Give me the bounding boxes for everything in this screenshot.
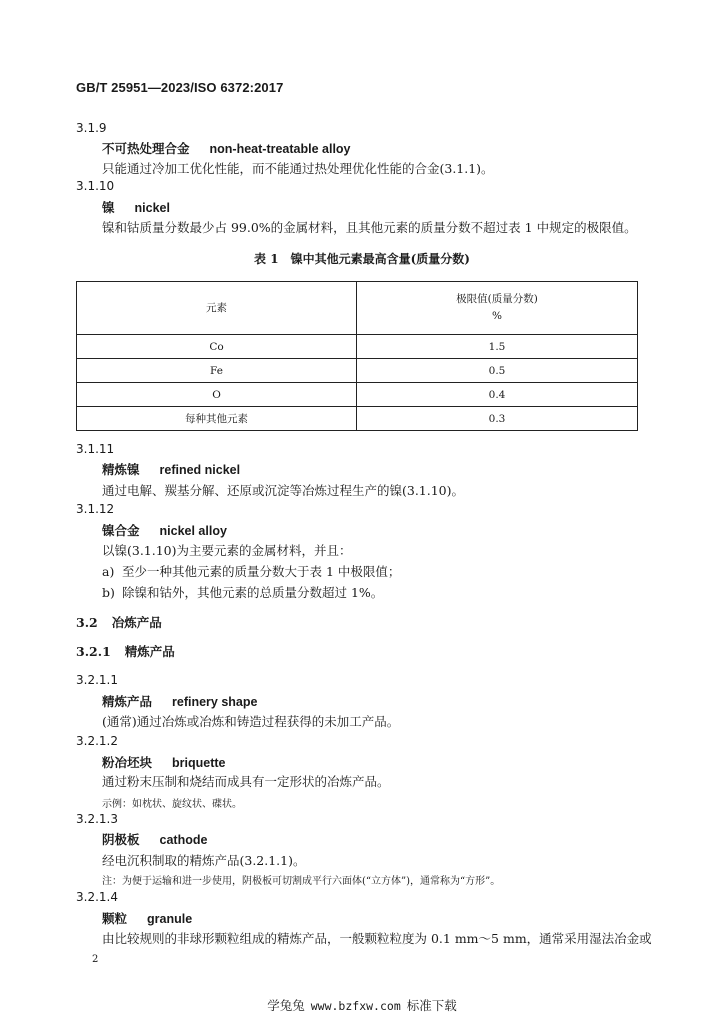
section-heading <box>76 613 162 631</box>
clause-number: 3.2.1.2 <box>76 734 118 748</box>
table-cell-limit: 0.3 <box>357 407 638 431</box>
term-en: granule <box>147 912 193 926</box>
table-cell-limit: 0.5 <box>357 359 638 383</box>
example-note: 示例：如枕状、旋纹状、碟状。 <box>102 799 242 810</box>
term-heading <box>102 139 351 157</box>
term-zh: 镍 <box>102 200 115 215</box>
clause-number: 3.1.12 <box>76 502 115 516</box>
term-heading <box>102 692 257 710</box>
table-cell-element: 每种其他元素 <box>77 407 357 431</box>
term-definition: 以镍(3.1.10)为主要元素的金属材料，并且： <box>102 543 352 558</box>
term-heading <box>102 460 240 478</box>
list-marker: b) <box>102 585 115 600</box>
term-en: refined nickel <box>159 463 241 477</box>
list-text: 至少一种其他元素的质量分数大于表 1 中极限值； <box>122 564 401 579</box>
term-definition: 通过粉末压制和烧结而成具有一定形状的冶炼产品。 <box>102 774 390 789</box>
clause-number: 3.2.1.1 <box>76 673 118 687</box>
section-title: 精炼产品 <box>124 644 175 659</box>
term-definition: (通常)通过冶炼或冶炼和铸造过程获得的未加工产品。 <box>102 714 400 729</box>
term-zh: 阴极板 <box>102 832 140 847</box>
table-cell-element: O <box>77 383 357 407</box>
term-zh: 镍合金 <box>102 523 140 538</box>
column-header-limit-label: 极限值(质量分数) <box>456 293 538 305</box>
list-item <box>102 562 400 580</box>
table-row <box>77 383 638 407</box>
term-zh: 不可热处理合金 <box>102 141 190 156</box>
clause-number: 3.1.11 <box>76 442 115 456</box>
term-en: non-heat-treatable alloy <box>209 142 351 156</box>
footer-site-name: 学兔兔 <box>267 998 305 1013</box>
term-definition: 经电沉积制取的精炼产品(3.2.1.1)。 <box>102 853 306 868</box>
term-heading <box>102 909 192 927</box>
section-number: 3.2 <box>76 615 98 630</box>
term-definition: 只能通过冷加工优化性能，而不能通过热处理优化性能的合金(3.1.1)。 <box>102 161 494 176</box>
table-row <box>77 407 638 431</box>
table-cell-limit: 0.4 <box>357 383 638 407</box>
standard-code-header: GB/T 25951—2023/ISO 6372:2017 <box>76 80 284 95</box>
clause-number: 3.1.10 <box>76 179 115 193</box>
term-en: briquette <box>172 756 226 770</box>
term-zh: 粉冶坯块 <box>102 755 153 770</box>
table-cell-element: Fe <box>77 359 357 383</box>
table-caption: 表 1 镍中其他元素最高含量(质量分数) <box>254 252 470 266</box>
term-heading <box>102 521 227 539</box>
section-number: 3.2.1 <box>76 644 111 659</box>
footer-label: 标准下载 <box>406 998 457 1013</box>
table-header-row <box>77 282 638 335</box>
clause-number: 3.2.1.3 <box>76 812 118 826</box>
table-cell-limit: 1.5 <box>357 335 638 359</box>
footer-watermark <box>0 996 724 1014</box>
term-en: nickel alloy <box>159 524 227 538</box>
note: 注：为便于运输和进一步使用，阴极板可切割成平行六面体(“立方体”)，通常称为“方形”。 <box>102 876 501 887</box>
term-heading <box>102 753 226 771</box>
column-header-limit <box>357 282 638 335</box>
term-definition: 通过电解、羰基分解、还原或沉淀等冶炼过程生产的镍(3.1.10)。 <box>102 483 465 498</box>
term-heading <box>102 830 207 848</box>
term-en: nickel <box>134 201 170 215</box>
column-header-element: 元素 <box>77 282 357 335</box>
list-text: 除镍和钴外，其他元素的总质量分数超过 1%。 <box>122 585 384 600</box>
footer-url[interactable]: www.bzfxw.com <box>310 999 401 1013</box>
term-zh: 精炼镍 <box>102 462 140 477</box>
section-heading <box>76 642 175 660</box>
term-en: cathode <box>159 833 208 847</box>
list-marker: a) <box>102 564 115 579</box>
term-definition: 由比较规则的非球形颗粒组成的精炼产品，一般颗粒粒度为 0.1 mm～5 mm，通常采用湿法冶金或 <box>102 931 652 946</box>
list-item <box>102 583 383 601</box>
clause-number: 3.1.9 <box>76 121 107 135</box>
column-header-limit-unit: % <box>492 310 502 322</box>
table-row <box>77 335 638 359</box>
section-title: 冶炼产品 <box>111 615 162 630</box>
element-limits-table <box>76 281 638 431</box>
term-heading <box>102 198 170 216</box>
clause-number: 3.2.1.4 <box>76 890 118 904</box>
term-definition: 镍和钴质量分数最少占 99.0%的金属材料，且其他元素的质量分数不超过表 1 中规定的极限值。 <box>102 220 637 235</box>
table-row <box>77 359 638 383</box>
page-number: 2 <box>92 954 99 965</box>
term-en: refinery shape <box>172 695 258 709</box>
table-cell-element: Co <box>77 335 357 359</box>
term-zh: 精炼产品 <box>102 694 153 709</box>
term-zh: 颗粒 <box>102 911 128 926</box>
